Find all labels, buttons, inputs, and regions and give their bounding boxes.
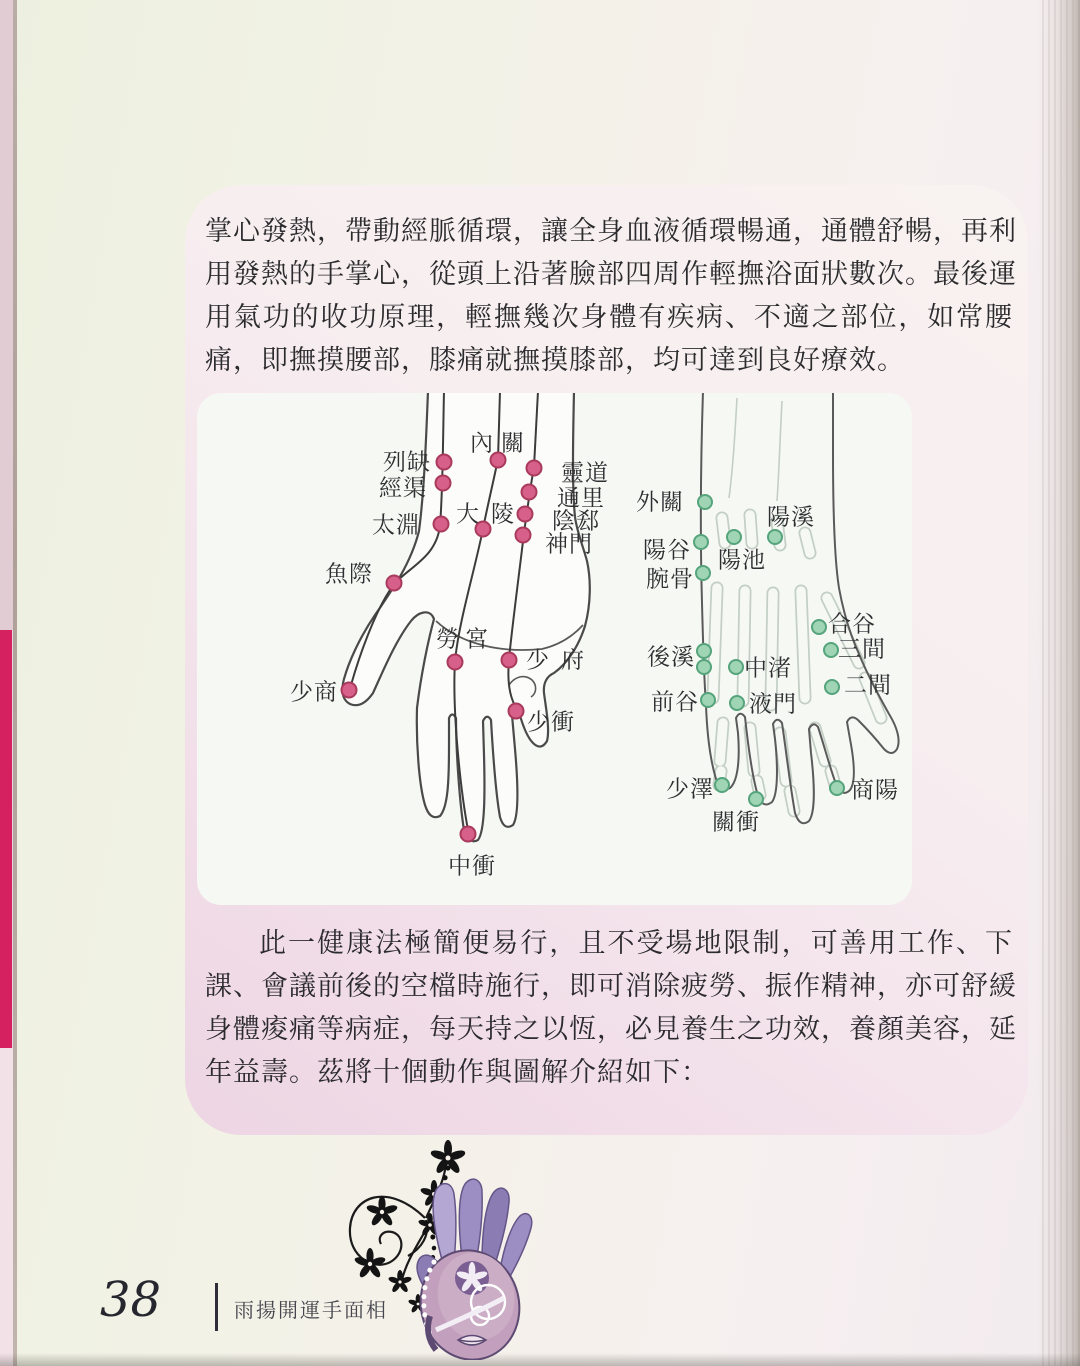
acupoint-label: 陽谷 — [643, 536, 691, 563]
paragraph-line: 用發熱的手掌心，從頭上沿著臉部四周作輕撫浴面狀數次。最後運 — [205, 259, 1017, 289]
left-hand-outline — [342, 393, 589, 841]
acupoint-label: 外關 — [636, 488, 684, 515]
acupoint-label: 合谷 — [828, 610, 876, 637]
acupoint-dot — [436, 476, 451, 491]
acupoint-dot — [509, 704, 524, 719]
acupoint-dot — [387, 576, 402, 591]
acupoint-label: 少商 — [290, 678, 338, 705]
acupoint-dot — [697, 644, 711, 658]
acupoint-label: 後溪 — [647, 643, 695, 670]
acupoint-dot — [434, 517, 449, 532]
acupoint-label: 三間 — [838, 635, 886, 662]
acupoint-label: 少衝 — [527, 708, 575, 735]
acupoint-label: 少府 — [526, 646, 596, 673]
acupoint-label: 陰郄 — [552, 507, 600, 534]
paragraph-line: 掌心發熱，帶動經脈循環，讓全身血液循環暢通，通體舒暢，再利 — [205, 216, 1017, 246]
binding-lower — [0, 1048, 13, 1366]
acupoint-dot — [768, 530, 782, 544]
acupoint-label: 勞宮 — [436, 625, 494, 652]
acupoint-dot — [502, 653, 517, 668]
acupoint-label: 通里 — [557, 484, 605, 511]
acupoint-label: 少澤 — [666, 775, 714, 802]
acupoint-label: 靈道 — [561, 459, 609, 486]
acupoint-dot — [342, 683, 357, 698]
paragraph-line: 痛，即撫摸腰部，膝痛就撫摸膝部，均可達到良好療效。 — [205, 345, 905, 375]
acupoint-label: 陽池 — [718, 546, 766, 573]
top-paragraph — [205, 210, 1017, 382]
acupoint-dot — [830, 781, 844, 795]
acupoint-label: 腕骨 — [646, 565, 694, 592]
page-number: 38 — [100, 1272, 162, 1328]
paragraph-line: 課、會議前後的空檔時施行，即可消除疲勞、振作精神，亦可舒緩 — [205, 971, 1017, 1001]
acupoint-dot — [825, 680, 839, 694]
acupoint-dot — [715, 778, 729, 792]
book-title: 雨揚開運手面相 — [234, 1300, 388, 1322]
acupoint-dot — [527, 461, 542, 476]
acupoint-label: 魚際 — [325, 560, 373, 587]
acupoint-dot — [701, 693, 715, 707]
acupoint-label: 商陽 — [851, 776, 899, 803]
acupoint-label: 液門 — [749, 690, 797, 717]
page-bottom-shadow — [0, 1353, 1080, 1366]
paragraph-line: 此一健康法極簡便易行，且不受場地限制，可善用工作、下 — [259, 928, 1013, 958]
acupoint-dot — [697, 660, 711, 674]
paragraph-line: 年益壽。茲將十個動作與圖解介紹如下： — [205, 1057, 709, 1087]
acupoint-dot — [698, 495, 712, 509]
acupoint-hand-diagram — [197, 393, 912, 905]
acupoint-dot — [729, 660, 743, 674]
acupoint-dot — [812, 620, 826, 634]
acupoint-label: 大陵 — [456, 500, 526, 527]
acupoint-label: 前谷 — [651, 688, 699, 715]
acupoint-dot — [824, 643, 838, 657]
acupoint-label: 列缺 — [383, 448, 431, 475]
acupoint-label: 內關 — [470, 429, 532, 456]
bottom-paragraph — [205, 922, 1017, 1094]
acupoint-dot — [696, 566, 710, 580]
acupoint-label: 中渚 — [744, 654, 792, 681]
acupoint-dot — [694, 535, 708, 549]
acupoint-dot — [461, 827, 476, 842]
decorative-henna-hand-illustration — [330, 1140, 540, 1360]
paragraph-line: 身體痠痛等病症，每天持之以恆，必見養生之功效，養顏美容，延 — [205, 1014, 1017, 1044]
acupoint-label: 關衝 — [712, 808, 760, 835]
acupoint-dot — [437, 455, 452, 470]
acupoint-label: 經渠 — [379, 474, 427, 501]
acupoint-label: 神門 — [545, 530, 593, 557]
footer-divider-bar — [215, 1283, 218, 1331]
acupoint-label: 陽溪 — [767, 503, 815, 530]
page-stack-right-edge — [1038, 0, 1080, 1366]
cover-color-strip — [0, 630, 12, 1048]
acupoint-label: 二間 — [844, 671, 892, 698]
acupoint-label: 中衝 — [448, 852, 496, 879]
paragraph-line: 用氣功的收功原理，輕撫幾次身體有疾病、不適之部位，如常腰 — [205, 302, 1013, 332]
acupoint-dot — [516, 528, 531, 543]
acupoint-dot — [730, 696, 744, 710]
acupoint-dot — [448, 655, 463, 670]
page-edge-shadow — [13, 0, 17, 1366]
acupoint-label: 太淵 — [372, 511, 420, 538]
binding-upper — [0, 0, 13, 630]
